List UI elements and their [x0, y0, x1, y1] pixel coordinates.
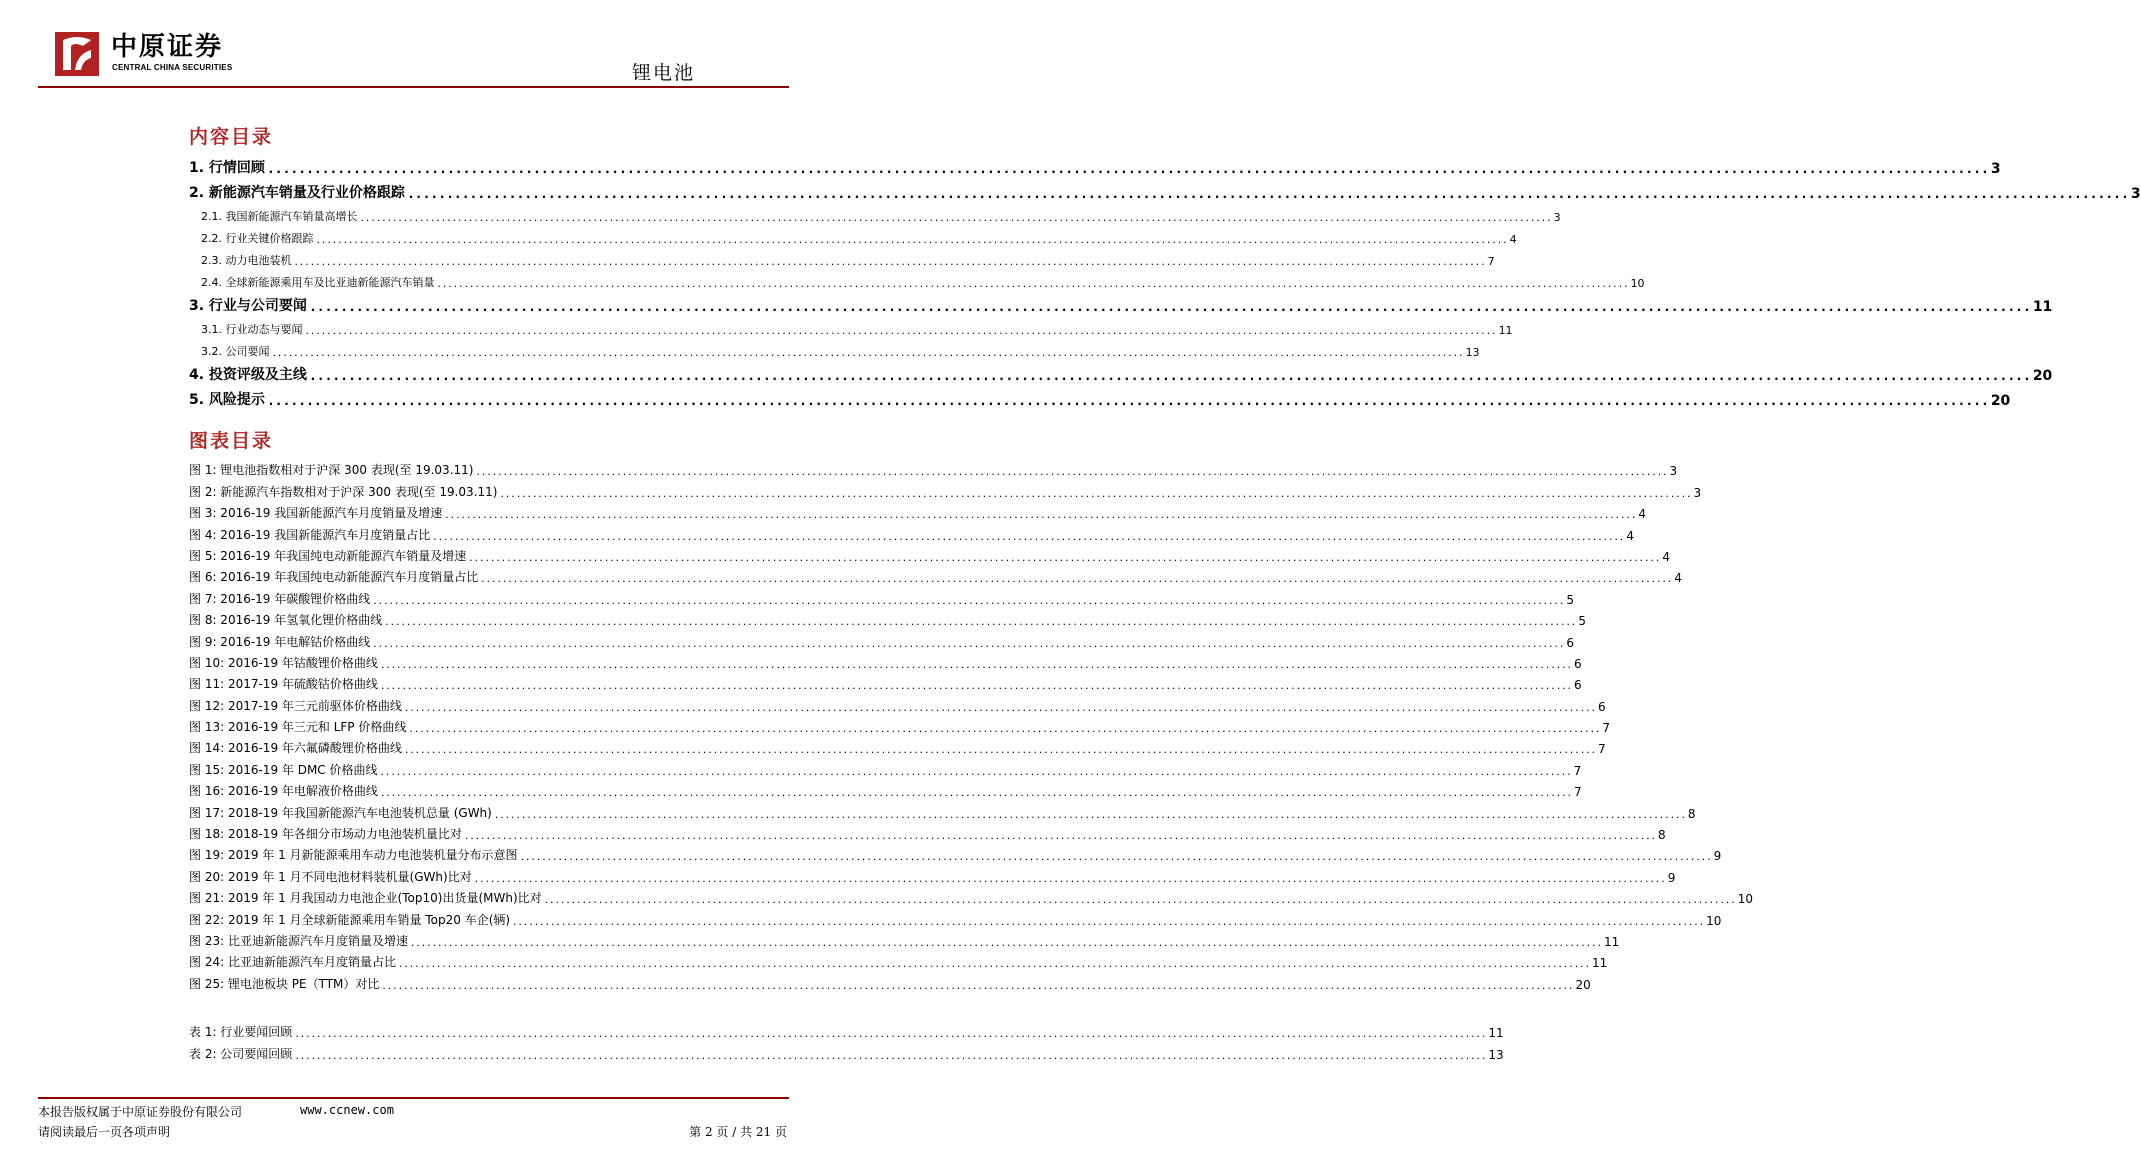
figure-entry[interactable] [189, 543, 1670, 564]
figure-toc-title: 图表目录 [189, 430, 274, 452]
dot-leader: ............................................................................................................................................................................................................................ [432, 532, 1625, 543]
toc-entry-page: 11 [2032, 299, 2053, 315]
copyright-text: 本报告版权属于中原证券股份有限公司 [38, 1105, 243, 1119]
dot-leader: ............................................................................................................................................................................................................................ [463, 832, 1656, 843]
toc-entry-label: 3. 行业与公司要闻 [189, 298, 307, 314]
content-toc [189, 152, 2141, 409]
figure-entry[interactable] [189, 885, 1753, 907]
dot-leader: ............................................................................................................................................................................................................................ [379, 789, 1572, 800]
toc-entry-label: 图 16: 2016-19 年电解液价格曲线 [189, 784, 378, 799]
toc-entry-page: 5 [1566, 592, 1574, 607]
dot-leader: ............................................................................................................................................................................................................................ [381, 981, 1574, 992]
toc-entry-label: 图 10: 2016-19 年钴酸锂价格曲线 [189, 655, 378, 670]
toc-entry-label: 图 8: 2016-19 年氢氧化锂价格曲线 [189, 613, 383, 628]
toc-entry[interactable] [189, 290, 2053, 315]
figure-entry[interactable] [189, 564, 1682, 586]
toc-entry-page: 7 [1602, 721, 1611, 736]
toc-entry-label: 图 22: 2019 年 1 月全球新能源乘用车销量 Top20 车企(辆) [189, 912, 511, 927]
toc-entry-label: 图 6: 2016-19 年我国纯电动新能源汽车月度销量占比 [189, 570, 479, 585]
toc-entry-label: 图 18: 2018-19 年各细分市场动力电池装机量比对 [189, 827, 462, 842]
toc-entry-label: 图 9: 2016-19 年电解钴价格曲线 [189, 634, 371, 649]
dot-leader: ............................................................................................................................................................................................................................ [379, 660, 1572, 671]
dot-leader: ............................................................................................................................................................................................................................ [409, 938, 1603, 949]
figure-entry[interactable] [189, 478, 1702, 500]
toc-entry-label: 表 1: 行业要闻回顾 [189, 1025, 293, 1040]
toc-entry[interactable] [189, 359, 2053, 384]
dot-leader: ............................................................................................................................................................................................................................ [493, 810, 1686, 821]
toc-entry[interactable] [189, 384, 2011, 409]
dot-leader: ............................................................................................................................................................................................................................ [444, 511, 1637, 522]
toc-entry-label: 2.2. 行业关键价格跟踪 [201, 232, 314, 245]
toc-entry-page: 6 [1573, 656, 1582, 671]
toc-entry-page: 20 [2032, 368, 2053, 384]
website-link[interactable]: www.ccnew.com [300, 1103, 394, 1117]
toc-entry[interactable] [189, 246, 1495, 268]
toc-entry-label: 图 1: 锂电池指数相对于沪深 300 表现(至 19.03.11) [189, 463, 474, 478]
dot-leader: ............................................................................................................................................................................................................................ [304, 327, 1497, 337]
toc-entry-label: 图 5: 2016-19 年我国纯电动新能源汽车销量及增速 [189, 548, 467, 563]
toc-entry-page: 13 [1465, 346, 1480, 359]
dot-leader: ............................................................................................................................................................................................................................ [480, 575, 1673, 586]
toc-entry-page: 3 [1693, 485, 1702, 500]
toc-entry-page: 6 [1597, 699, 1606, 714]
toc-entry-label: 3.1. 行业动态与要闻 [201, 323, 303, 336]
page-header [0, 0, 827, 92]
toc-entry-page: 9 [1713, 849, 1722, 864]
toc-entry[interactable] [189, 152, 2001, 177]
toc-entry-page: 5 [1578, 614, 1586, 629]
table-entry[interactable] [189, 1019, 1504, 1041]
toc-entry-page: 11 [1488, 1026, 1504, 1041]
figure-entry[interactable] [189, 842, 1722, 864]
figure-entry[interactable] [189, 735, 1606, 757]
dot-leader: ............................................................................................................................................................................................................................ [403, 703, 1596, 714]
figure-entry[interactable] [189, 521, 1634, 543]
dot-leader: ............................................................................................................................................................................................................................ [308, 369, 2031, 384]
toc-entry-label: 图 20: 2019 年 1 月不同电池材料装机量(GWh)比对 [189, 869, 472, 884]
toc-entry-page: 9 [1667, 870, 1676, 885]
toc-entry-label: 表 2: 公司要闻回顾 [189, 1046, 293, 1061]
figure-toc [189, 457, 1753, 992]
company-name-cn: 中原证券 [111, 32, 224, 62]
dot-leader: ............................................................................................................................................................................................................................ [468, 553, 1661, 564]
header-divider [38, 86, 789, 88]
dot-leader: ............................................................................................................................................................................................................................ [384, 618, 1577, 629]
toc-entry[interactable] [189, 177, 2141, 202]
figure-entry[interactable] [189, 607, 1586, 629]
dot-leader: ............................................................................................................................................................................................................................ [499, 489, 1692, 500]
toc-entry-label: 图 19: 2019 年 1 月新能源乘用车动力电池装机量分布示意图 [189, 848, 518, 863]
toc-entry-label: 2.3. 动力电池装机 [201, 254, 292, 267]
toc-entry-page: 7 [1573, 763, 1582, 778]
figure-entry[interactable] [189, 970, 1591, 992]
toc-entry-label: 图 17: 2018-19 年我国新能源汽车电池装机总量 (GWh) [189, 805, 492, 820]
dot-leader: ............................................................................................................................................................................................................................ [475, 468, 1668, 479]
toc-entry-page: 20 [1990, 393, 2011, 409]
toc-entry-label: 3.2. 公司要闻 [201, 345, 270, 358]
toc-entry-page: 3 [2130, 186, 2141, 202]
logo-mark-icon [53, 30, 101, 78]
footer-divider [38, 1097, 789, 1099]
toc-entry-label: 2.4. 全球新能源乘用车及比亚迪新能源汽车销量 [201, 276, 435, 289]
toc-entry-page: 10 [1630, 277, 1645, 290]
dot-leader: ............................................................................................................................................................................................................................ [436, 280, 1629, 290]
toc-entry-label: 图 24: 比亚迪新能源汽车月度销量占比 [189, 955, 396, 970]
toc-entry-page: 7 [1487, 255, 1495, 268]
toc-entry-label: 图 3: 2016-19 我国新能源汽车月度销量及增速 [189, 506, 443, 521]
dot-leader: ............................................................................................................................................................................................................................ [379, 682, 1572, 693]
dot-leader: ............................................................................................................................................................................................................................ [294, 1051, 1487, 1062]
toc-entry-label: 图 23: 比亚迪新能源汽车月度销量及增速 [189, 933, 408, 948]
toc-entry-label: 2.1. 我国新能源汽车销量高增长 [201, 210, 358, 223]
toc-entry-page: 6 [1573, 678, 1582, 693]
toc-entry[interactable] [189, 337, 1480, 359]
toc-entry-page: 4 [1638, 507, 1646, 522]
toc-entry-page: 3 [1553, 211, 1561, 224]
toc-entry-label: 2. 新能源汽车销量及行业价格跟踪 [189, 185, 405, 201]
dot-leader: ............................................................................................................................................................................................................................ [271, 349, 1464, 359]
toc-entry-page: 13 [1488, 1047, 1504, 1062]
toc-entry-label: 图 2: 新能源汽车指数相对于沪深 300 表现(至 19.03.11) [189, 484, 498, 499]
figure-entry[interactable] [189, 714, 1611, 736]
figure-entry[interactable] [189, 628, 1574, 650]
company-name-en: CENTRAL CHINA SECURITIES [112, 63, 233, 72]
dot-leader: ............................................................................................................................................................................................................................ [372, 596, 1565, 607]
toc-entry-label: 1. 行情回顾 [189, 160, 265, 176]
toc-entry-page: 7 [1597, 742, 1606, 757]
toc-entry[interactable] [189, 315, 1513, 337]
toc-entry-page: 3 [1669, 464, 1678, 479]
toc-entry-page: 11 [1592, 956, 1608, 971]
toc-entry-page: 8 [1657, 828, 1666, 843]
figure-entry[interactable] [189, 821, 1666, 843]
company-logo [53, 30, 263, 78]
toc-entry-label: 图 25: 锂电池板块 PE（TTM）对比 [189, 976, 380, 991]
figure-entry[interactable] [189, 585, 1574, 607]
dot-leader: ............................................................................................................................................................................................................................ [512, 917, 1705, 928]
table-toc [189, 1019, 1504, 1062]
dot-leader: ............................................................................................................................................................................................................................ [397, 960, 1591, 971]
report-title: 锂电池 [631, 62, 695, 84]
toc-entry-label: 图 14: 2016-19 年六氟磷酸锂价格曲线 [189, 741, 402, 756]
toc-entry-label: 图 21: 2019 年 1 月我国动力电池企业(Top10)出货量(MWh)比对 [189, 891, 542, 906]
dot-leader: ............................................................................................................................................................................................................................ [315, 236, 1508, 246]
figure-entry[interactable] [189, 692, 1606, 714]
dot-leader: ............................................................................................................................................................................................................................ [473, 874, 1666, 885]
dot-leader: ............................................................................................................................................................................................................................ [379, 767, 1572, 778]
toc-entry-page: 20 [1575, 977, 1591, 992]
dot-leader: ............................................................................................................................................................................................................................ [403, 746, 1596, 757]
dot-leader: ............................................................................................................................................................................................................................ [293, 258, 1486, 268]
dot-leader: ............................................................................................................................................................................................................................ [294, 1030, 1487, 1041]
toc-entry-page: 11 [1498, 324, 1513, 337]
figure-entry[interactable] [189, 671, 1582, 693]
disclaimer-text: 请阅读最后一页各项声明 [38, 1125, 171, 1139]
toc-entry-page: 8 [1687, 806, 1696, 821]
page-number: 第 2 页 / 共 21 页 [689, 1125, 787, 1139]
toc-entry-page: 7 [1573, 785, 1582, 800]
toc-entry[interactable] [189, 202, 1561, 224]
dot-leader: ............................................................................................................................................................................................................................ [266, 162, 1989, 177]
toc-entry-label: 4. 投资评级及主线 [189, 367, 307, 383]
toc-entry-page: 6 [1566, 635, 1574, 650]
toc-entry[interactable] [189, 224, 1517, 246]
toc-entry-page: 10 [1737, 892, 1753, 907]
dot-leader: ............................................................................................................................................................................................................................ [543, 896, 1736, 907]
toc-entry-page: 11 [1604, 934, 1620, 949]
figure-entry[interactable] [189, 928, 1620, 949]
figure-entry[interactable] [189, 906, 1722, 928]
toc-entry-page: 4 [1626, 528, 1634, 543]
figure-entry[interactable] [189, 863, 1676, 885]
dot-leader: ............................................................................................................................................................................................................................ [359, 214, 1552, 224]
figure-entry[interactable] [189, 500, 1646, 522]
toc-entry[interactable] [189, 268, 1645, 290]
figure-entry[interactable] [189, 650, 1582, 671]
table-entry[interactable] [189, 1040, 1504, 1062]
dot-leader: ............................................................................................................................................................................................................................ [408, 725, 1601, 736]
dot-leader: ............................................................................................................................................................................................................................ [266, 394, 1989, 409]
toc-entry-label: 图 12: 2017-19 年三元前驱体价格曲线 [189, 698, 402, 713]
figure-entry[interactable] [189, 799, 1696, 821]
toc-entry-label: 图 15: 2016-19 年 DMC 价格曲线 [189, 762, 378, 777]
dot-leader: ............................................................................................................................................................................................................................ [308, 300, 2031, 315]
toc-entry-page: 4 [1662, 549, 1670, 564]
toc-entry-page: 4 [1674, 571, 1682, 586]
toc-entry-label: 图 7: 2016-19 年碳酸锂价格曲线 [189, 591, 371, 606]
toc-entry-page: 3 [1990, 161, 2001, 177]
dot-leader: ............................................................................................................................................................................................................................ [406, 187, 2129, 202]
toc-entry-label: 图 11: 2017-19 年硫酸钴价格曲线 [189, 677, 378, 692]
toc-entry-page: 10 [1706, 913, 1722, 928]
figure-entry[interactable] [189, 949, 1608, 971]
figure-entry[interactable] [189, 756, 1582, 778]
toc-entry-label: 图 4: 2016-19 我国新能源汽车月度销量占比 [189, 527, 431, 542]
dot-leader: ............................................................................................................................................................................................................................ [519, 853, 1712, 864]
toc-entry-page: 4 [1509, 233, 1517, 246]
toc-entry-label: 5. 风险提示 [189, 392, 265, 408]
figure-entry[interactable] [189, 778, 1582, 800]
figure-entry[interactable] [189, 457, 1678, 479]
dot-leader: ............................................................................................................................................................................................................................ [372, 639, 1565, 650]
toc-entry-label: 图 13: 2016-19 年三元和 LFP 价格曲线 [189, 720, 407, 735]
content-toc-title: 内容目录 [189, 126, 274, 148]
